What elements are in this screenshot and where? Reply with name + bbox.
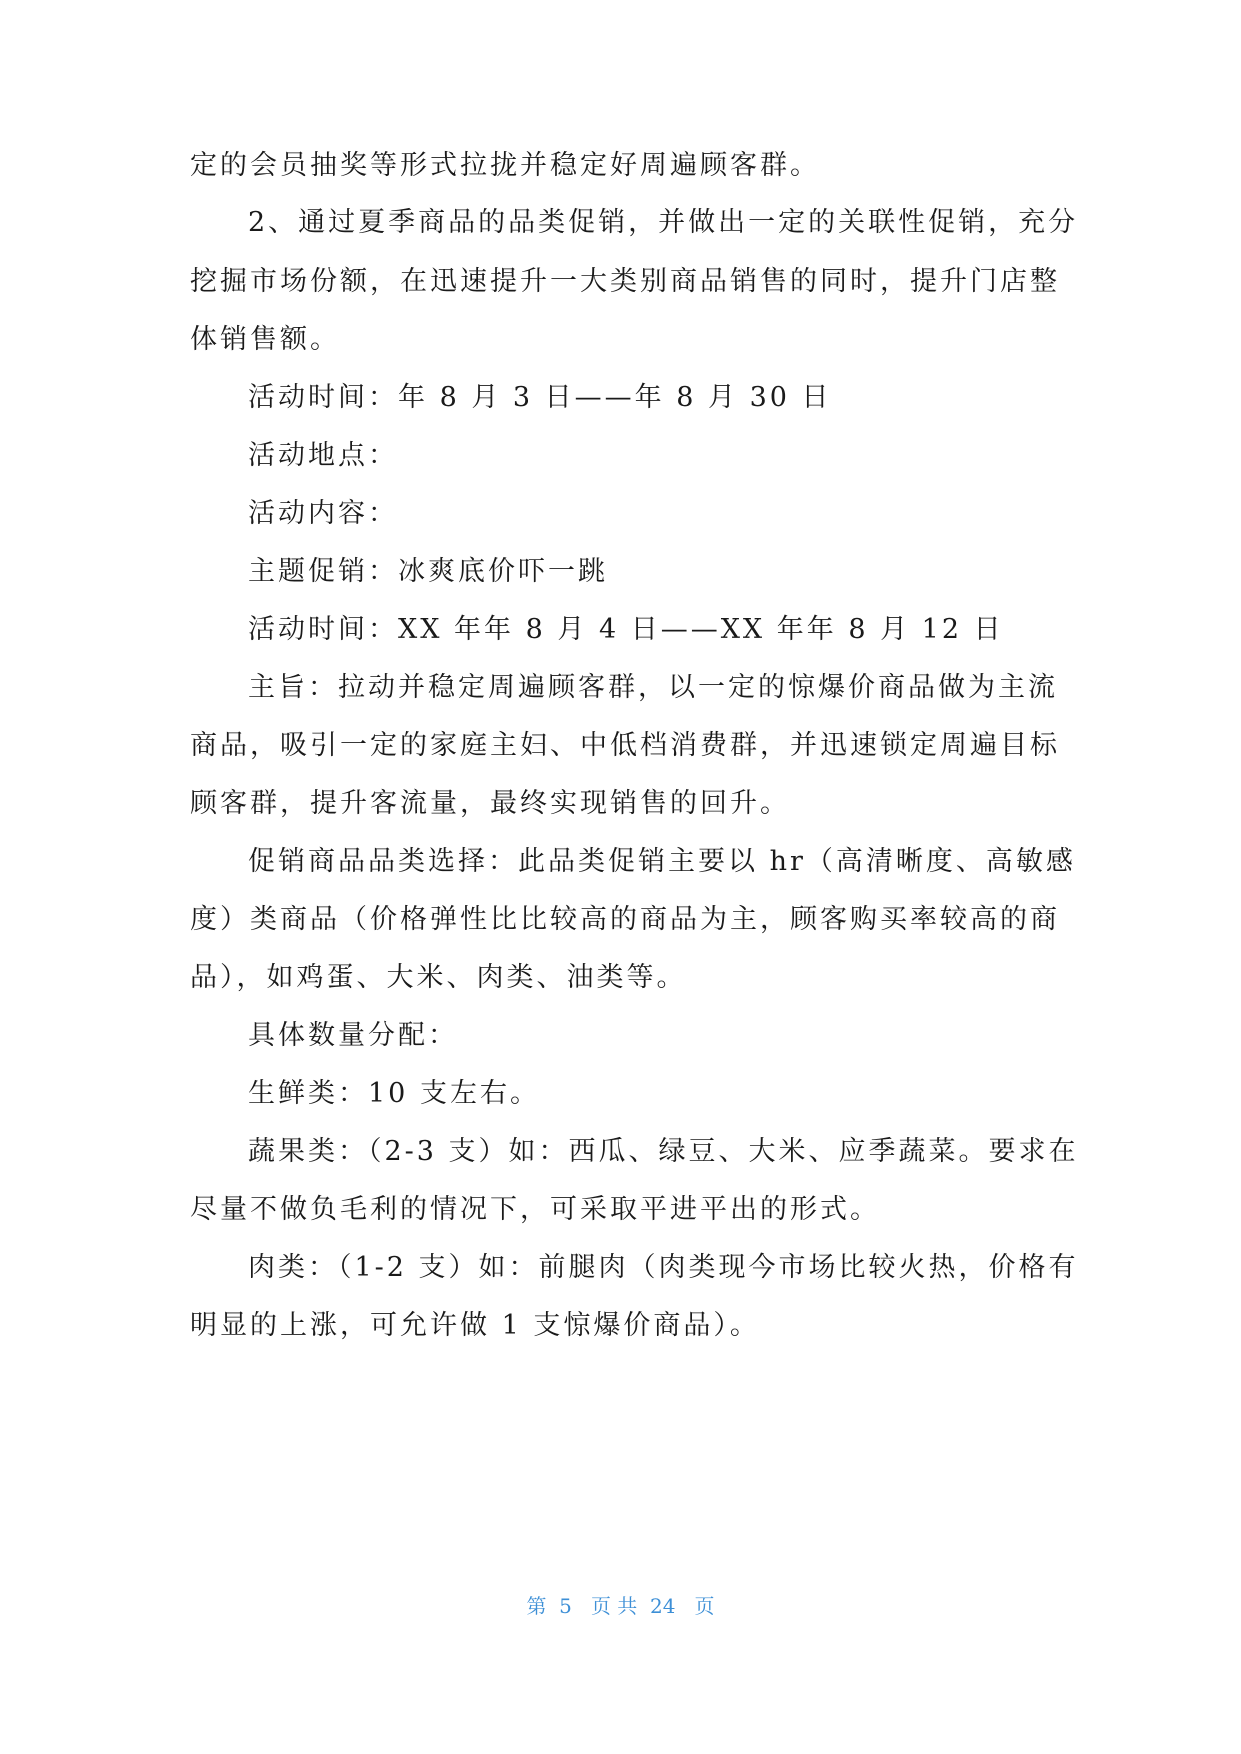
paragraph-line: 促销商品品类选择：此品类促销主要以 hr（高清晰度、高敏感: [248, 846, 1076, 877]
paragraph-line: 明显的上涨，可允许做 1 支惊爆价商品）。: [190, 1310, 760, 1341]
paragraph-line: 活动时间：年 8 月 3 日——年 8 月 30 日: [248, 382, 832, 413]
paragraph-line: 顾客群，提升客流量，最终实现销售的回升。: [190, 788, 790, 819]
paragraph-line: 肉类：（1-2 支）如：前腿肉（肉类现今市场比较火热，价格有: [248, 1252, 1079, 1283]
paragraph-line: 定的会员抽奖等形式拉拢并稳定好周遍顾客群。: [190, 150, 820, 181]
paragraph-line: 蔬果类：（2-3 支）如：西瓜、绿豆、大米、应季蔬菜。要求在: [248, 1136, 1079, 1167]
paragraph-line: 活动地点：: [248, 440, 398, 471]
paragraph-line: 具体数量分配：: [248, 1020, 458, 1051]
paragraph-line: 商品，吸引一定的家庭主妇、中低档消费群，并迅速锁定周遍目标: [190, 730, 1060, 761]
paragraph-line: 体销售额。: [190, 324, 340, 355]
paragraph-line: 度）类商品（价格弹性比比较高的商品为主，顾客购买率较高的商: [190, 904, 1060, 935]
paragraph-line: 活动时间：XX 年年 8 月 4 日——XX 年年 8 月 12 日: [248, 614, 1004, 645]
paragraph-line: 挖掘市场份额，在迅速提升一大类别商品销售的同时，提升门店整: [190, 266, 1060, 297]
page-number-footer: 第 5 页 共 24 页: [526, 1594, 715, 1618]
paragraph-line: 活动内容：: [248, 498, 398, 529]
paragraph-line: 2、通过夏季商品的品类促销，并做出一定的关联性促销，充分: [248, 207, 1079, 238]
paragraph-line: 生鲜类：10 支左右。: [248, 1078, 540, 1109]
paragraph-line: 主旨：拉动并稳定周遍顾客群，以一定的惊爆价商品做为主流: [248, 672, 1058, 703]
paragraph-line: 尽量不做负毛利的情况下，可采取平进平出的形式。: [190, 1194, 880, 1225]
paragraph-line: 主题促销：冰爽底价吓一跳: [248, 556, 608, 587]
paragraph-line: 品），如鸡蛋、大米、肉类、油类等。: [190, 962, 687, 993]
